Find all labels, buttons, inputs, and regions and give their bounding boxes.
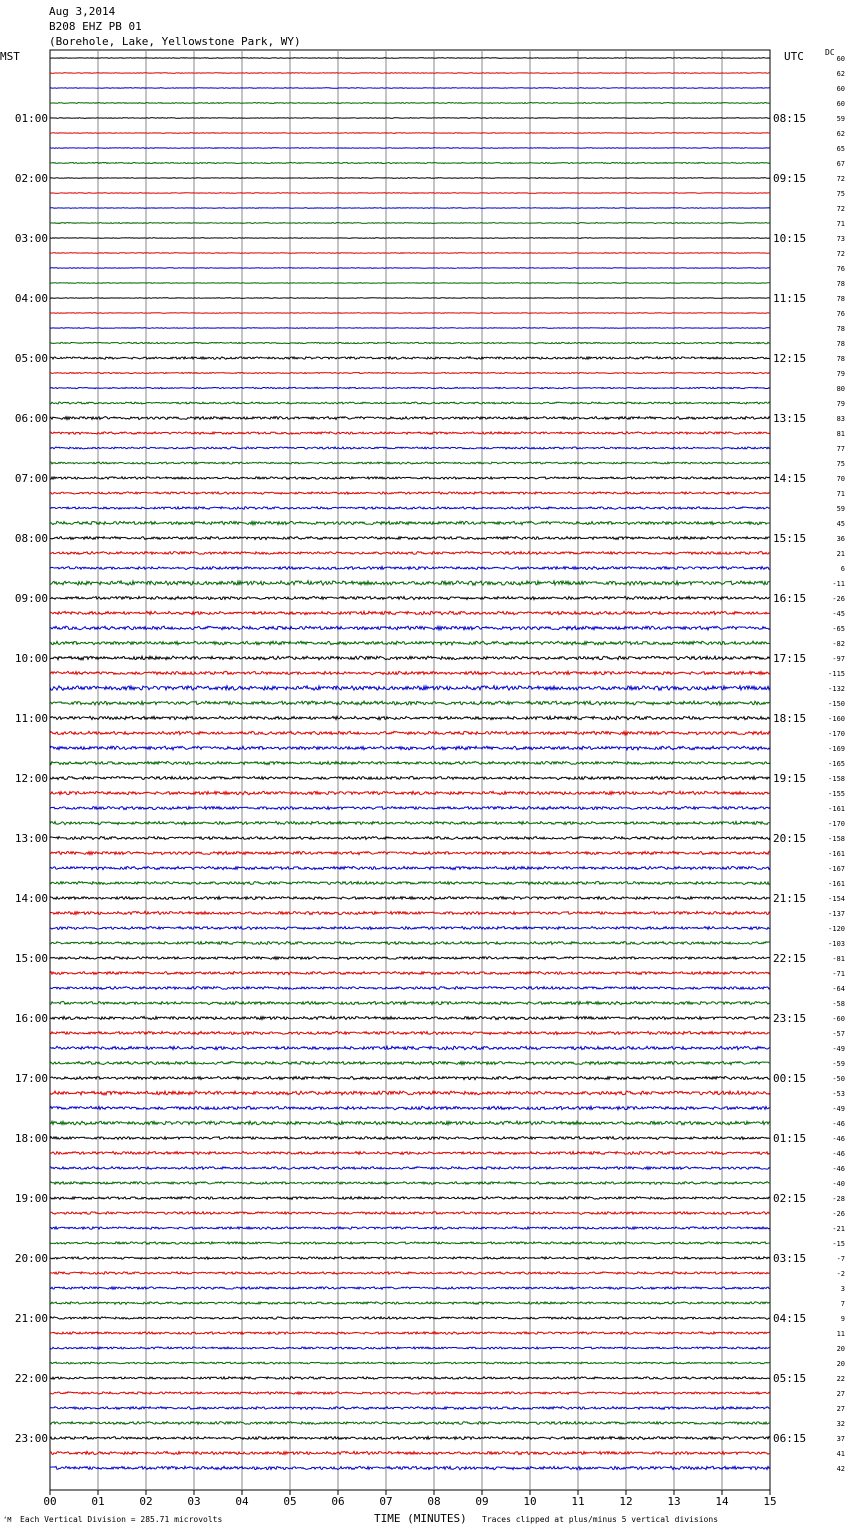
trace-row — [50, 447, 770, 449]
trace-row — [50, 897, 770, 900]
trace-row — [50, 536, 770, 539]
trace-row — [50, 791, 770, 795]
utc-hour-label: 01:15 — [773, 1132, 807, 1145]
dc-offset-label: 62 — [836, 70, 845, 78]
dc-offset-label: -165 — [828, 760, 845, 768]
utc-hour-label: 19:15 — [773, 772, 807, 785]
trace-row — [50, 716, 770, 720]
mst-hour-label: 09:00 — [14, 592, 48, 605]
dc-offset-label: -65 — [832, 625, 845, 633]
trace-row — [50, 253, 770, 254]
dc-offset-label: 83 — [836, 415, 845, 423]
dc-offset-label: -26 — [832, 1210, 845, 1218]
trace-row — [50, 821, 770, 824]
trace-row — [50, 611, 770, 615]
dc-offset-label: 3 — [840, 1285, 845, 1293]
dc-offset-label: -154 — [828, 895, 845, 903]
trace-row — [50, 1422, 770, 1425]
utc-hour-label: 11:15 — [773, 292, 807, 305]
trace-row — [50, 118, 770, 119]
trace-row — [50, 1197, 770, 1200]
utc-hour-label: 10:15 — [773, 232, 807, 245]
trace-row — [50, 162, 770, 163]
utc-hour-label: 23:15 — [773, 1012, 807, 1025]
mst-hour-label: 22:00 — [14, 1372, 48, 1385]
dc-offset-label: -46 — [832, 1165, 845, 1173]
dc-offset-label: -40 — [832, 1180, 845, 1188]
trace-row — [50, 1257, 770, 1260]
trace-row — [50, 313, 770, 314]
dc-offset-label: -57 — [832, 1030, 845, 1038]
mst-hour-label: 19:00 — [14, 1192, 48, 1205]
trace-row — [50, 1347, 770, 1349]
dc-offset-label: -97 — [832, 655, 845, 663]
dc-offset-label: 7 — [840, 1300, 845, 1308]
trace-row — [50, 88, 770, 89]
dc-offset-label: -81 — [832, 955, 845, 963]
trace-row — [50, 731, 770, 735]
left-timezone-label: MST — [0, 50, 20, 63]
dc-offset-label: -169 — [828, 745, 845, 753]
traces — [50, 58, 770, 1470]
trace-row — [50, 402, 770, 404]
dc-offset-label: 78 — [836, 295, 845, 303]
utc-hour-label: 08:15 — [773, 112, 807, 125]
trace-row — [50, 133, 770, 134]
dc-label: DC — [825, 48, 835, 57]
trace-row — [50, 1016, 770, 1019]
trace-row — [50, 881, 770, 884]
x-tick-label: 11 — [571, 1495, 585, 1508]
trace-row — [50, 1451, 770, 1454]
dc-offset-label: -49 — [832, 1045, 845, 1053]
x-tick-label: 03 — [187, 1495, 201, 1508]
mst-hour-label: 06:00 — [14, 412, 48, 425]
trace-row — [50, 1182, 770, 1185]
dc-offset-label: -82 — [832, 640, 845, 648]
corner-mark: ‘M — [3, 1516, 12, 1524]
trace-row — [50, 567, 770, 570]
trace-row — [50, 581, 770, 585]
trace-row — [50, 1046, 770, 1050]
x-tick-label: 07 — [379, 1495, 393, 1508]
mst-hour-label: 13:00 — [14, 832, 48, 845]
utc-hour-label: 16:15 — [773, 592, 807, 605]
utc-hour-label: 17:15 — [773, 652, 807, 665]
dc-offset-label: -158 — [828, 775, 845, 783]
x-tick-label: 13 — [667, 1495, 681, 1508]
trace-row — [50, 686, 770, 691]
dc-offset-label: 71 — [836, 220, 845, 228]
dc-offset-label: 79 — [836, 400, 845, 408]
dc-offset-label: -158 — [828, 835, 845, 843]
dc-offset-label: 73 — [836, 235, 845, 243]
dc-offset-label: 67 — [836, 160, 845, 168]
trace-row — [50, 477, 770, 479]
dc-offset-label: 72 — [836, 250, 845, 258]
dc-offset-label: 6 — [840, 565, 845, 573]
dc-offset-label: 70 — [836, 475, 845, 483]
dc-offset-label: -170 — [828, 820, 845, 828]
trace-row — [50, 1001, 770, 1004]
mst-hour-label: 05:00 — [14, 352, 48, 365]
trace-row — [50, 222, 770, 223]
trace-row — [50, 551, 770, 554]
trace-row — [50, 1212, 770, 1215]
dc-offset-label: 36 — [836, 535, 845, 543]
trace-row — [50, 641, 770, 645]
dc-offset-label: 60 — [836, 85, 845, 93]
utc-hour-label: 18:15 — [773, 712, 807, 725]
dc-offset-label: 77 — [836, 445, 845, 453]
trace-row — [50, 298, 770, 299]
dc-offset-label: -58 — [832, 1000, 845, 1008]
trace-row — [50, 1302, 770, 1305]
dc-offset-label: 20 — [836, 1360, 845, 1368]
dc-offset-label: 37 — [836, 1435, 845, 1443]
trace-row — [50, 507, 770, 510]
dc-offset-label: -53 — [832, 1090, 845, 1098]
trace-row — [50, 671, 770, 675]
trace-row — [50, 957, 770, 960]
dc-offset-label: -49 — [832, 1105, 845, 1113]
mst-hour-label: 11:00 — [14, 712, 48, 725]
trace-row — [50, 971, 770, 974]
utc-hour-label: 03:15 — [773, 1252, 807, 1265]
trace-row — [50, 1407, 770, 1410]
trace-row — [50, 208, 770, 209]
dc-offset-label: 11 — [836, 1330, 845, 1338]
dc-offset-label: -15 — [832, 1240, 845, 1248]
mst-hour-label: 12:00 — [14, 772, 48, 785]
dc-offset-label: -46 — [832, 1150, 845, 1158]
dc-offset-label: 76 — [836, 310, 845, 318]
trace-row — [50, 761, 770, 764]
trace-row — [50, 1466, 770, 1470]
trace-row — [50, 911, 770, 914]
dc-offset-label: -50 — [832, 1075, 845, 1083]
mst-hour-label: 02:00 — [14, 172, 48, 185]
trace-row — [50, 357, 770, 360]
dc-offset-label: -170 — [828, 730, 845, 738]
plot-frame — [50, 50, 770, 1490]
utc-hour-label: 12:15 — [773, 352, 807, 365]
dc-offset-label: 71 — [836, 490, 845, 498]
x-tick-label: 15 — [763, 1495, 777, 1508]
mst-hour-label: 14:00 — [14, 892, 48, 905]
dc-offset-label: -46 — [832, 1120, 845, 1128]
trace-row — [50, 1137, 770, 1140]
trace-row — [50, 372, 770, 373]
right-timezone-label: UTC — [784, 50, 804, 63]
dc-offset-label: 27 — [836, 1405, 845, 1413]
dc-offset-label: 78 — [836, 355, 845, 363]
trace-row — [50, 927, 770, 930]
dc-offset-label: -28 — [832, 1195, 845, 1203]
dc-offset-label: -137 — [828, 910, 845, 918]
dc-offset-label: 75 — [836, 460, 845, 468]
dc-offset-label: 60 — [836, 100, 845, 108]
dc-offset-label: 59 — [836, 115, 845, 123]
mst-hour-label: 20:00 — [14, 1252, 48, 1265]
dc-offset-label: 75 — [836, 190, 845, 198]
dc-offset-label: 32 — [836, 1420, 845, 1428]
utc-hour-label: 06:15 — [773, 1432, 807, 1445]
clip-note: Traces clipped at plus/minus 5 vertical divisions — [482, 1515, 719, 1524]
trace-row — [50, 987, 770, 990]
trace-row — [50, 866, 770, 869]
dc-offset-label: 41 — [836, 1450, 845, 1458]
dc-offset-label: 62 — [836, 130, 845, 138]
dc-offset-label: -11 — [832, 580, 845, 588]
utc-hour-label: 05:15 — [773, 1372, 807, 1385]
trace-row — [50, 148, 770, 149]
dc-offset-label: -167 — [828, 865, 845, 873]
trace-row — [50, 387, 770, 388]
dc-offset-label: 59 — [836, 505, 845, 513]
trace-row — [50, 776, 770, 779]
dc-offset-label: -46 — [832, 1135, 845, 1143]
dc-offset-label: 65 — [836, 145, 845, 153]
dc-offset-label: 21 — [836, 550, 845, 558]
x-tick-label: 14 — [715, 1495, 729, 1508]
trace-row — [50, 1317, 770, 1320]
utc-hour-label: 02:15 — [773, 1192, 807, 1205]
mst-hour-label: 07:00 — [14, 472, 48, 485]
header-date: Aug 3,2014 — [49, 5, 116, 18]
x-tick-label: 05 — [283, 1495, 297, 1508]
dc-offset-label: -161 — [828, 880, 845, 888]
dc-offset-label: -115 — [828, 670, 845, 678]
trace-row — [50, 836, 770, 839]
x-axis-label: TIME (MINUTES) — [374, 1512, 467, 1525]
mst-hour-label: 15:00 — [14, 952, 48, 965]
mst-hour-label: 03:00 — [14, 232, 48, 245]
trace-row — [50, 58, 770, 59]
dc-offset-label: -161 — [828, 850, 845, 858]
mst-hour-label: 16:00 — [14, 1012, 48, 1025]
utc-hour-label: 00:15 — [773, 1072, 807, 1085]
dc-offset-label: -120 — [828, 925, 845, 933]
dc-offset-label: -59 — [832, 1060, 845, 1068]
header-station: B208 EHZ PB 01 — [49, 20, 142, 33]
trace-row — [50, 1106, 770, 1110]
x-tick-label: 00 — [43, 1495, 57, 1508]
dc-offset-label: 78 — [836, 340, 845, 348]
trace-row — [50, 1436, 770, 1439]
trace-row — [50, 342, 770, 344]
dc-offset-label: 80 — [836, 385, 845, 393]
utc-hour-label: 20:15 — [773, 832, 807, 845]
utc-hour-label: 04:15 — [773, 1312, 807, 1325]
dc-offset-label: -150 — [828, 700, 845, 708]
trace-row — [50, 103, 770, 104]
header-location: (Borehole, Lake, Yellowstone Park, WY) — [49, 35, 301, 48]
dc-offset-label: -60 — [832, 1015, 845, 1023]
x-tick-label: 02 — [139, 1495, 153, 1508]
trace-row — [50, 701, 770, 705]
dc-offset-label: -26 — [832, 595, 845, 603]
trace-row — [50, 806, 770, 809]
mst-hour-label: 18:00 — [14, 1132, 48, 1145]
trace-row — [50, 656, 770, 660]
trace-row — [50, 1076, 770, 1079]
dc-offset-label: 76 — [836, 265, 845, 273]
utc-hour-label: 09:15 — [773, 172, 807, 185]
dc-offset-label: 20 — [836, 1345, 845, 1353]
trace-row — [50, 626, 770, 630]
grid — [50, 50, 770, 1495]
dc-offset-label: -21 — [832, 1225, 845, 1233]
x-tick-label: 06 — [331, 1495, 345, 1508]
trace-row — [50, 1392, 770, 1394]
dc-offset-label: 9 — [840, 1315, 845, 1323]
x-tick-label: 08 — [427, 1495, 441, 1508]
trace-row — [50, 462, 770, 464]
mst-hour-label: 08:00 — [14, 532, 48, 545]
utc-hour-label: 21:15 — [773, 892, 807, 905]
dc-offset-label: 81 — [836, 430, 845, 438]
trace-row — [50, 521, 770, 524]
dc-offset-label: -161 — [828, 805, 845, 813]
trace-row — [50, 432, 770, 435]
trace-row — [50, 596, 770, 599]
trace-row — [50, 178, 770, 179]
dc-offset-label: -7 — [836, 1255, 845, 1263]
trace-row — [50, 1242, 770, 1244]
mst-hour-label: 17:00 — [14, 1072, 48, 1085]
trace-row — [50, 73, 770, 74]
trace-row — [50, 1287, 770, 1289]
dc-offset-label: -71 — [832, 970, 845, 978]
trace-row — [50, 746, 770, 750]
trace-row — [50, 1332, 770, 1334]
x-tick-label: 09 — [475, 1495, 489, 1508]
mst-hour-label: 04:00 — [14, 292, 48, 305]
utc-hour-label: 22:15 — [773, 952, 807, 965]
mst-hour-label: 10:00 — [14, 652, 48, 665]
utc-hour-label: 13:15 — [773, 412, 807, 425]
scale-note: Each Vertical Division = 285.71 microvolts — [20, 1515, 223, 1524]
dc-offset-label: -64 — [832, 985, 845, 993]
dc-offset-label: -132 — [828, 685, 845, 693]
trace-row — [50, 941, 770, 944]
trace-row — [50, 193, 770, 194]
dc-offset-label: 42 — [836, 1465, 845, 1473]
dc-offset-label: 78 — [836, 325, 845, 333]
dc-offset-label: 72 — [836, 175, 845, 183]
dc-offset-label: -2 — [836, 1270, 845, 1278]
trace-row — [50, 328, 770, 329]
dc-offset-label: 22 — [836, 1375, 845, 1383]
mst-hour-label: 21:00 — [14, 1312, 48, 1325]
dc-offset-label: 78 — [836, 280, 845, 288]
dc-offset-label: -160 — [828, 715, 845, 723]
trace-row — [50, 492, 770, 495]
utc-hour-label: 15:15 — [773, 532, 807, 545]
trace-row — [50, 1227, 770, 1230]
mst-hour-label: 01:00 — [14, 112, 48, 125]
trace-row — [50, 851, 770, 854]
trace-row — [50, 1121, 770, 1125]
x-tick-label: 04 — [235, 1495, 249, 1508]
trace-row — [50, 238, 770, 239]
dc-offset-label: -155 — [828, 790, 845, 798]
trace-row — [50, 283, 770, 284]
labels — [15, 55, 845, 1508]
x-tick-label: 10 — [523, 1495, 537, 1508]
utc-hour-label: 14:15 — [773, 472, 807, 485]
trace-row — [50, 1091, 770, 1095]
dc-offset-label: 72 — [836, 205, 845, 213]
trace-row — [50, 1152, 770, 1155]
dc-offset-label: -103 — [828, 940, 845, 948]
x-tick-label: 01 — [91, 1495, 105, 1508]
dc-offset-label: 79 — [836, 370, 845, 378]
dc-offset-label: 60 — [836, 55, 845, 63]
trace-row — [50, 1061, 770, 1064]
mst-hour-label: 23:00 — [14, 1432, 48, 1445]
trace-row — [50, 1167, 770, 1170]
dc-offset-label: -45 — [832, 610, 845, 618]
trace-row — [50, 1362, 770, 1364]
dc-offset-label: 45 — [836, 520, 845, 528]
trace-row — [50, 1031, 770, 1034]
trace-row — [50, 417, 770, 420]
x-tick-label: 12 — [619, 1495, 633, 1508]
trace-row — [50, 1377, 770, 1380]
trace-row — [50, 268, 770, 269]
dc-offset-label: 27 — [836, 1390, 845, 1398]
trace-row — [50, 1272, 770, 1275]
